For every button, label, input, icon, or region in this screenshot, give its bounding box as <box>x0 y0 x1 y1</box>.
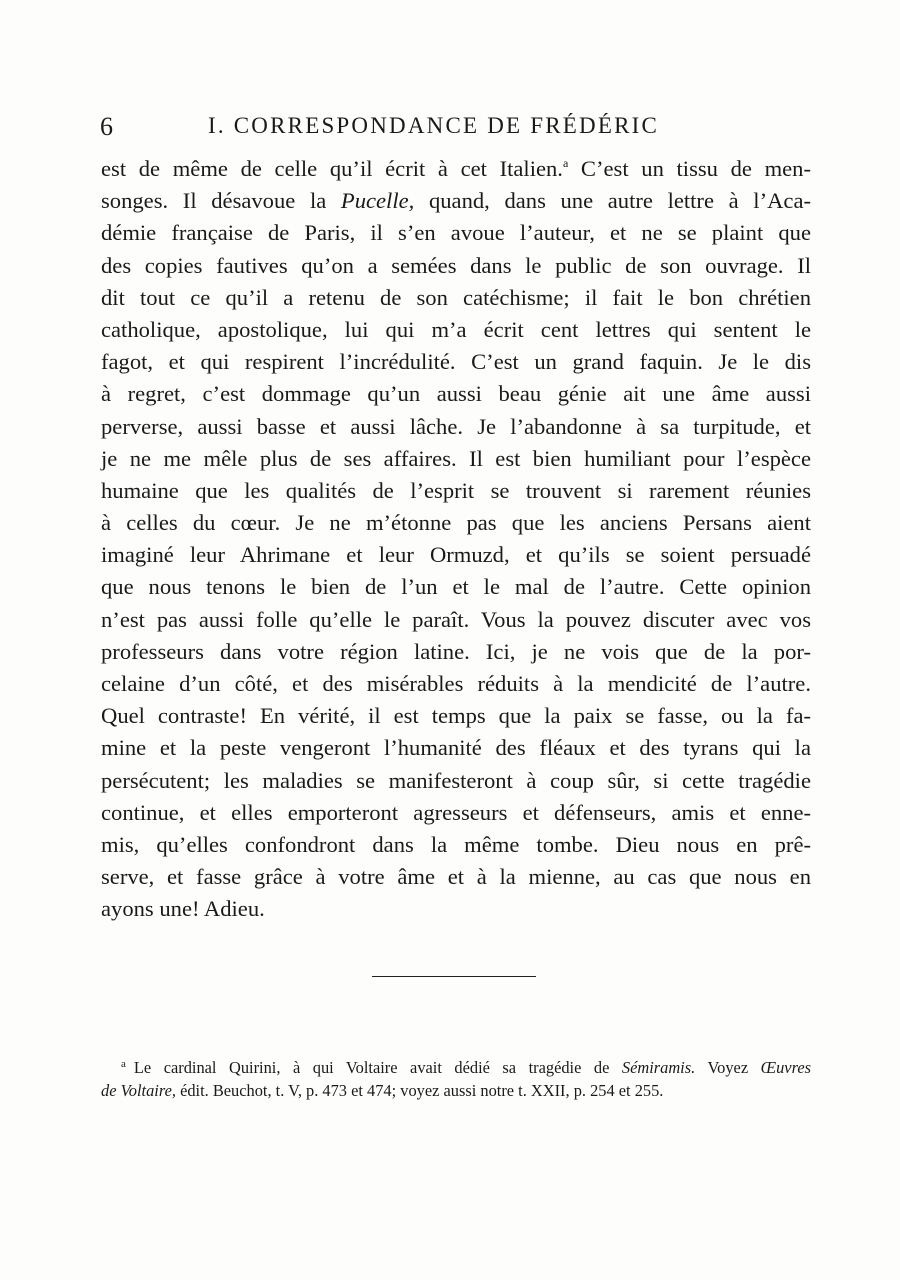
text-line: Quel contraste! En vérité, il est temps que la paix se fasse, ou la fa- <box>101 703 811 729</box>
footnote-text-2: Voyez <box>695 1058 761 1077</box>
pucelle-title: Pucelle, <box>340 188 415 214</box>
footnote-reference[interactable]: a <box>562 156 569 170</box>
text-line: persécutent; les maladies se manifesteront à coup sûr, si cette tragédie <box>101 767 811 793</box>
voltaire-title: de Voltaire, <box>101 1081 176 1100</box>
text-line: mine et la peste vengeront l’humanité des fléaux et des tyrans qui la <box>101 735 811 761</box>
text-line: professeurs dans votre région latine. Ici, je ne vois que de la por- <box>101 638 811 664</box>
running-head <box>100 108 820 148</box>
text-line: humaine que les qualités de l’esprit se trouvent si rarement réunies <box>101 477 811 503</box>
running-title: I. CORRESPONDANCE DE FRÉDÉRIC <box>208 113 660 138</box>
text-line: mis, qu’elles confondront dans la même tombe. Dieu nous en prê- <box>101 831 811 857</box>
text-line: je ne me mêle plus de ses affaires. Il est bien humiliant pour l’espèce <box>101 445 811 471</box>
text-line: n’est pas aussi folle qu’elle le paraît. Vous la pouvez discuter avec vos <box>101 606 811 632</box>
oeuvres-title: Œuvres <box>760 1058 812 1077</box>
text-line: à celles du cœur. Je ne m’étonne pas que les anciens Persans aient <box>101 510 811 536</box>
text-line: dit tout ce qu’il a retenu de son catéchisme; il fait le bon chrétien <box>101 284 811 310</box>
text-line-last: ayons une! Adieu. <box>101 896 265 922</box>
text-line-1 <box>101 153 811 185</box>
footnote-line-1 <box>101 1056 811 1079</box>
text-line: imaginé leur Ahrimane et leur Ormuzd, et qu’ils se soient persuadé <box>101 542 811 568</box>
text-line: perverse, aussi basse et aussi lâche. Je l’abandonne à sa turpitude, et <box>101 413 811 439</box>
footnote-text-3: édit. Beuchot, t. V, p. 473 et 474; voyez aussi notre t. XXII, p. 254 et 255. <box>175 1081 664 1100</box>
text-line: des copies fautives qu’on a semées dans le public de son ouvrage. Il <box>101 252 811 278</box>
text-line: à regret, c’est dommage qu’un aussi beau génie ait une âme aussi <box>101 381 811 407</box>
text-line: continue, et elles emporteront agresseurs et défenseurs, amis et enne- <box>101 799 811 825</box>
semiramis-title: Sémiramis. <box>621 1058 696 1077</box>
text-line-2-start: songes. Il désavoue la <box>101 188 341 214</box>
text-line: fagot, et qui respirent l’incrédulité. C’est un grand faquin. Je le dis <box>101 349 811 375</box>
footnote-separator <box>372 976 536 977</box>
text-line: que nous tenons le bien de l’un et le mal de l’autre. Cette opinion <box>101 574 811 600</box>
footnote-text-1: Le cardinal Quirini, à qui Voltaire avait dédié sa tragédie de <box>133 1058 622 1077</box>
footnote-line-2 <box>101 1079 811 1102</box>
footnote-marker: a <box>121 1058 126 1070</box>
text-line: catholique, apostolique, lui qui m’a écrit cent lettres qui sentent le <box>101 316 811 342</box>
text-line-2-end: quand, dans une autre lettre à l’Aca- <box>414 188 811 214</box>
text-line-1-start: est de même de celle qu’il écrit à cet Italien. <box>101 156 563 181</box>
text-line: celaine d’un côté, et des misérables réduits à la mendicité de l’autre. <box>101 671 811 696</box>
letter-body <box>101 153 811 926</box>
text-line-1-end: C’est un tissu de men- <box>568 156 811 181</box>
text-line-2 <box>101 185 811 217</box>
footnote <box>101 1056 811 1102</box>
text-line: serve, et fasse grâce à votre âme et à la mienne, au cas que nous en <box>101 864 811 890</box>
page-number: 6 <box>100 112 113 141</box>
text-line: démie française de Paris, il s’en avoue l’auteur, et ne se plaint que <box>101 220 811 246</box>
